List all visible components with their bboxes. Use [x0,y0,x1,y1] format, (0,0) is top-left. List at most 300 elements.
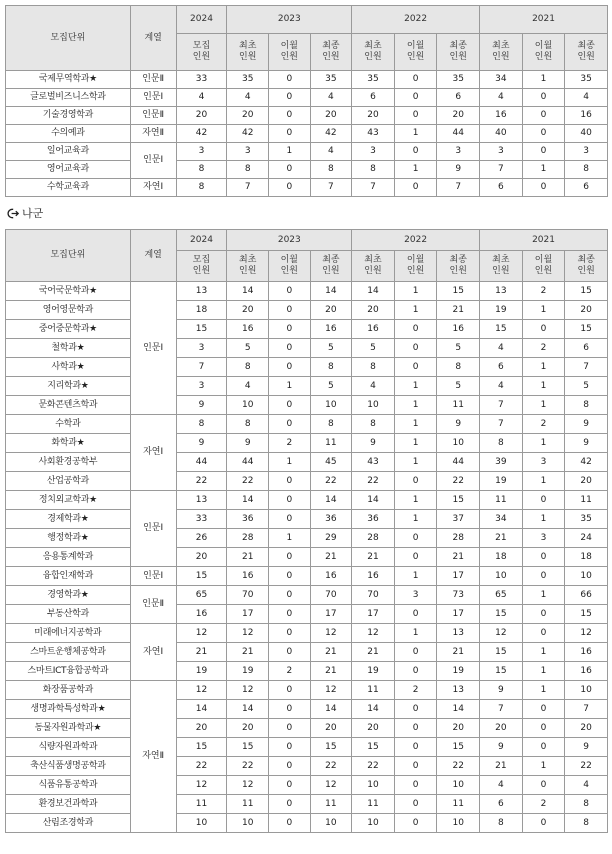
value-cell: 0 [269,358,311,377]
value-cell: 0 [269,586,311,605]
value-cell: 4 [565,89,608,107]
category-cell: 인문Ⅱ [130,586,176,624]
category-cell: 인문Ⅱ [130,71,176,89]
unit-cell: 부동산학과 [6,605,131,624]
admission-table-ga [5,5,608,197]
table-row [6,700,608,719]
category-cell: 인문Ⅱ [130,107,176,125]
value-cell: 21 [310,548,352,567]
admission-table-na [5,229,608,833]
value-cell: 21 [352,548,395,567]
value-cell: 1 [522,586,565,605]
value-cell: 4 [480,776,523,795]
table-row [6,377,608,396]
value-cell: 15 [310,738,352,757]
value-cell: 1 [394,415,437,434]
value-cell: 20 [310,301,352,320]
group-title-text: 나군 [22,207,44,220]
table-row [6,339,608,358]
value-cell: 44 [437,125,480,143]
table-row [6,89,608,107]
table-row [6,396,608,415]
unit-cell: 스마트운행체공학과 [6,643,131,662]
value-cell: 7 [176,358,227,377]
value-cell: 10 [352,814,395,833]
value-cell: 19 [480,301,523,320]
unit-cell: 정치외교학과★ [6,491,131,510]
value-cell: 2 [522,795,565,814]
value-cell: 7 [565,700,608,719]
header-carryover: 이월 인원 [269,34,311,71]
value-cell: 1 [269,143,311,161]
unit-cell: 스마트ICT융합공학과 [6,662,131,681]
value-cell: 10 [565,567,608,586]
table-row [6,586,608,605]
value-cell: 12 [565,624,608,643]
value-cell: 1 [522,71,565,89]
value-cell: 5 [565,377,608,396]
value-cell: 19 [352,662,395,681]
unit-cell: 사학과★ [6,358,131,377]
value-cell: 3 [437,143,480,161]
value-cell: 14 [310,700,352,719]
header-initial: 최초 인원 [480,251,523,282]
value-cell: 1 [522,472,565,491]
value-cell: 5 [437,339,480,358]
header-year: 2023 [227,6,352,34]
value-cell: 9 [227,434,269,453]
value-cell: 42 [565,453,608,472]
table-row [6,301,608,320]
value-cell: 0 [269,757,311,776]
value-cell: 20 [565,719,608,738]
unit-cell: 일어교육과 [6,143,131,161]
value-cell: 14 [437,700,480,719]
header-unit: 모집단위 [6,230,131,282]
value-cell: 0 [269,510,311,529]
value-cell: 10 [437,776,480,795]
value-cell: 20 [565,472,608,491]
unit-cell: 환경보건과학과 [6,795,131,814]
value-cell: 20 [352,107,395,125]
value-cell: 0 [269,107,311,125]
table-row [6,491,608,510]
table-row [6,529,608,548]
unit-cell: 지리학과★ [6,377,131,396]
header-final: 최종 인원 [310,251,352,282]
header-year: 2022 [352,230,480,251]
value-cell: 1 [522,662,565,681]
table-row [6,472,608,491]
value-cell: 21 [480,529,523,548]
value-cell: 0 [269,125,311,143]
table-row [6,757,608,776]
header-year: 2021 [480,230,608,251]
value-cell: 0 [522,125,565,143]
value-cell: 3 [565,143,608,161]
table-row [6,125,608,143]
value-cell: 44 [437,453,480,472]
table-row [6,453,608,472]
value-cell: 0 [394,89,437,107]
table-row [6,624,608,643]
value-cell: 34 [480,71,523,89]
unit-cell: 화장품공학과 [6,681,131,700]
value-cell: 8 [176,179,227,197]
value-cell: 0 [394,143,437,161]
unit-cell: 경제학과★ [6,510,131,529]
value-cell: 22 [227,472,269,491]
unit-cell: 국제무역학과★ [6,71,131,89]
value-cell: 1 [394,434,437,453]
category-cell: 인문Ⅰ [130,282,176,415]
value-cell: 1 [522,377,565,396]
value-cell: 14 [227,491,269,510]
value-cell: 0 [269,700,311,719]
value-cell: 0 [394,320,437,339]
value-cell: 12 [480,624,523,643]
value-cell: 1 [394,624,437,643]
value-cell: 3 [522,529,565,548]
value-cell: 0 [522,776,565,795]
value-cell: 1 [394,567,437,586]
value-cell: 15 [176,738,227,757]
value-cell: 10 [480,567,523,586]
value-cell: 0 [394,776,437,795]
value-cell: 21 [227,643,269,662]
value-cell: 10 [437,434,480,453]
table-row [6,71,608,89]
value-cell: 22 [437,757,480,776]
table-row [6,434,608,453]
value-cell: 20 [352,301,395,320]
value-cell: 14 [227,282,269,301]
value-cell: 14 [227,700,269,719]
value-cell: 15 [480,643,523,662]
table-row [6,662,608,681]
value-cell: 43 [352,453,395,472]
value-cell: 20 [352,719,395,738]
unit-cell: 화학과★ [6,434,131,453]
value-cell: 15 [480,605,523,624]
value-cell: 1 [522,161,565,179]
table-row [6,320,608,339]
value-cell: 8 [227,415,269,434]
value-cell: 12 [227,681,269,700]
table-row [6,605,608,624]
unit-cell: 철학과★ [6,339,131,358]
value-cell: 4 [310,89,352,107]
value-cell: 0 [394,643,437,662]
unit-cell: 영어교육과 [6,161,131,179]
value-cell: 12 [227,776,269,795]
table-row [6,738,608,757]
value-cell: 36 [352,510,395,529]
value-cell: 20 [227,107,269,125]
value-cell: 0 [269,738,311,757]
value-cell: 1 [394,125,437,143]
value-cell: 21 [227,548,269,567]
value-cell: 10 [310,396,352,415]
value-cell: 44 [227,453,269,472]
value-cell: 12 [176,776,227,795]
value-cell: 22 [565,757,608,776]
value-cell: 20 [227,719,269,738]
value-cell: 8 [352,161,395,179]
unit-cell: 중어중문학과★ [6,320,131,339]
table-row [6,358,608,377]
value-cell: 9 [352,434,395,453]
value-cell: 8 [352,358,395,377]
value-cell: 11 [565,491,608,510]
value-cell: 66 [565,586,608,605]
header-final: 최종 인원 [437,251,480,282]
value-cell: 12 [310,681,352,700]
value-cell: 20 [176,107,227,125]
value-cell: 0 [394,795,437,814]
unit-cell: 식량자원과학과 [6,738,131,757]
value-cell: 0 [394,529,437,548]
value-cell: 21 [176,643,227,662]
value-cell: 0 [269,71,311,89]
header-year: 2024 [176,6,227,34]
value-cell: 0 [269,472,311,491]
value-cell: 1 [522,681,565,700]
value-cell: 22 [352,757,395,776]
value-cell: 15 [437,738,480,757]
value-cell: 5 [310,339,352,358]
value-cell: 13 [437,681,480,700]
value-cell: 1 [394,510,437,529]
header-final: 최종 인원 [437,34,480,71]
value-cell: 0 [269,301,311,320]
value-cell: 37 [437,510,480,529]
value-cell: 5 [227,339,269,358]
value-cell: 8 [352,415,395,434]
value-cell: 4 [227,89,269,107]
header-recruit: 모집 인원 [176,34,227,71]
value-cell: 2 [522,415,565,434]
unit-cell: 식품유통공학과 [6,776,131,795]
value-cell: 13 [176,282,227,301]
value-cell: 0 [394,700,437,719]
value-cell: 0 [522,567,565,586]
value-cell: 12 [227,624,269,643]
value-cell: 0 [269,179,311,197]
value-cell: 35 [352,71,395,89]
value-cell: 70 [310,586,352,605]
value-cell: 16 [176,605,227,624]
unit-cell: 글로벌비즈니스학과 [6,89,131,107]
value-cell: 1 [394,282,437,301]
value-cell: 9 [565,738,608,757]
header-unit: 모집단위 [6,6,131,71]
value-cell: 3 [176,377,227,396]
value-cell: 0 [522,700,565,719]
value-cell: 6 [565,339,608,358]
value-cell: 33 [176,71,227,89]
value-cell: 0 [394,358,437,377]
value-cell: 10 [227,396,269,415]
value-cell: 11 [176,795,227,814]
value-cell: 8 [310,161,352,179]
value-cell: 16 [565,643,608,662]
value-cell: 11 [352,795,395,814]
value-cell: 8 [310,415,352,434]
value-cell: 0 [269,605,311,624]
value-cell: 0 [269,567,311,586]
value-cell: 0 [269,282,311,301]
header-carryover: 이월 인원 [394,251,437,282]
value-cell: 0 [394,605,437,624]
value-cell: 8 [565,161,608,179]
value-cell: 14 [310,282,352,301]
value-cell: 5 [437,377,480,396]
value-cell: 7 [352,179,395,197]
value-cell: 21 [437,548,480,567]
value-cell: 2 [522,339,565,358]
value-cell: 0 [394,548,437,567]
table-row [6,415,608,434]
value-cell: 10 [352,396,395,415]
value-cell: 0 [522,605,565,624]
value-cell: 1 [522,301,565,320]
value-cell: 10 [437,814,480,833]
value-cell: 20 [565,301,608,320]
value-cell: 3 [480,143,523,161]
header-carryover: 이월 인원 [394,34,437,71]
value-cell: 0 [269,624,311,643]
value-cell: 16 [565,662,608,681]
unit-cell: 산림조경학과 [6,814,131,833]
value-cell: 8 [565,795,608,814]
value-cell: 7 [310,179,352,197]
unit-cell: 행정학과★ [6,529,131,548]
value-cell: 4 [565,776,608,795]
value-cell: 17 [352,605,395,624]
header-initial: 최초 인원 [227,34,269,71]
value-cell: 9 [176,434,227,453]
value-cell: 21 [310,662,352,681]
value-cell: 7 [480,161,523,179]
value-cell: 8 [227,161,269,179]
unit-cell: 동물자원과학과★ [6,719,131,738]
value-cell: 14 [352,282,395,301]
value-cell: 3 [352,143,395,161]
value-cell: 16 [480,107,523,125]
header-recruit: 모집 인원 [176,251,227,282]
value-cell: 0 [269,814,311,833]
value-cell: 14 [176,700,227,719]
value-cell: 17 [310,605,352,624]
value-cell: 0 [522,320,565,339]
value-cell: 15 [437,491,480,510]
value-cell: 20 [227,301,269,320]
value-cell: 3 [176,143,227,161]
table-row [6,161,608,179]
value-cell: 3 [176,339,227,358]
table-body [6,71,608,197]
value-cell: 35 [437,71,480,89]
value-cell: 65 [176,586,227,605]
value-cell: 6 [352,89,395,107]
value-cell: 9 [565,434,608,453]
value-cell: 36 [227,510,269,529]
value-cell: 28 [437,529,480,548]
value-cell: 8 [176,415,227,434]
value-cell: 15 [352,738,395,757]
value-cell: 21 [437,301,480,320]
value-cell: 0 [522,107,565,125]
header-carryover: 이월 인원 [522,251,565,282]
value-cell: 33 [176,510,227,529]
table-row [6,510,608,529]
value-cell: 19 [176,662,227,681]
value-cell: 8 [480,814,523,833]
value-cell: 18 [565,548,608,567]
value-cell: 35 [565,510,608,529]
unit-cell: 경영학과★ [6,586,131,605]
value-cell: 0 [269,548,311,567]
value-cell: 10 [227,814,269,833]
value-cell: 0 [394,339,437,358]
table-row [6,814,608,833]
value-cell: 14 [352,700,395,719]
category-cell: 인문Ⅰ [130,491,176,567]
header-year: 2024 [176,230,227,251]
value-cell: 45 [310,453,352,472]
value-cell: 19 [480,472,523,491]
value-cell: 11 [352,681,395,700]
value-cell: 1 [269,529,311,548]
value-cell: 70 [352,586,395,605]
value-cell: 21 [352,643,395,662]
value-cell: 9 [565,415,608,434]
value-cell: 15 [480,662,523,681]
category-cell: 인문Ⅰ [130,567,176,586]
group-title [6,205,43,221]
table-row [6,282,608,301]
value-cell: 73 [437,586,480,605]
table-row [6,143,608,161]
category-cell: 자연Ⅱ [130,681,176,833]
value-cell: 7 [480,700,523,719]
value-cell: 43 [352,125,395,143]
value-cell: 1 [522,643,565,662]
value-cell: 20 [437,719,480,738]
value-cell: 0 [394,71,437,89]
value-cell: 3 [522,453,565,472]
category-cell: 자연Ⅰ [130,415,176,491]
value-cell: 0 [269,719,311,738]
value-cell: 22 [437,472,480,491]
value-cell: 16 [352,567,395,586]
value-cell: 15 [227,738,269,757]
value-cell: 3 [394,586,437,605]
value-cell: 12 [310,624,352,643]
value-cell: 18 [480,548,523,567]
header-year: 2023 [227,230,352,251]
value-cell: 40 [565,125,608,143]
header-year: 2022 [352,6,480,34]
value-cell: 15 [565,320,608,339]
value-cell: 12 [176,624,227,643]
value-cell: 11 [310,434,352,453]
value-cell: 8 [480,434,523,453]
value-cell: 0 [269,396,311,415]
value-cell: 15 [565,282,608,301]
value-cell: 13 [480,282,523,301]
